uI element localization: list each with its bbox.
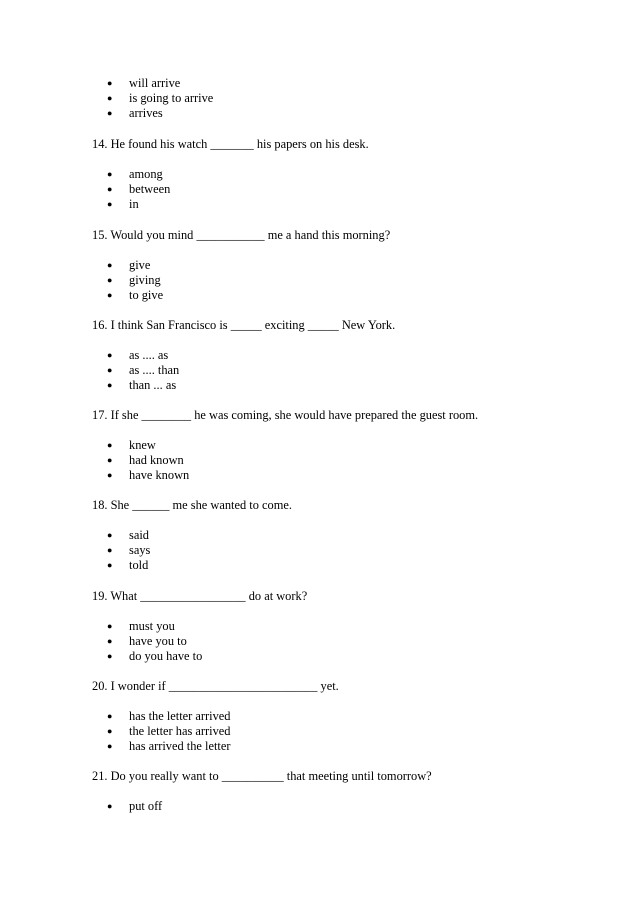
bullet-icon: ● <box>107 741 113 752</box>
bullet-icon: ● <box>107 455 113 466</box>
option-text: do you have to <box>129 649 203 664</box>
bullet-icon: ● <box>107 169 113 179</box>
question-16: 16. I think San Francisco is _____ exciting _____ New York. <box>92 318 396 332</box>
option-text: has arrived the letter <box>129 739 231 754</box>
bullet-icon: ● <box>107 365 113 376</box>
question-17: 17. If she ________ he was coming, she would have prepared the guest room. <box>92 408 479 422</box>
bullet-icon: ● <box>107 560 113 571</box>
bullet-icon: ● <box>107 636 113 647</box>
bullet-icon: ● <box>107 108 113 119</box>
option-text: giving <box>129 273 161 288</box>
option-text: have you to <box>129 634 187 649</box>
option-text: as .... as <box>129 348 169 362</box>
option-text: told <box>129 558 149 573</box>
bullet-icon: ● <box>107 440 113 450</box>
option-text: must you <box>129 619 175 633</box>
option-text: in <box>129 197 139 212</box>
option-text: has the letter arrived <box>129 709 231 723</box>
bullet-icon: ● <box>107 711 113 721</box>
option-text: give <box>129 258 151 272</box>
question-20: 20. I wonder if ________________________ yet. <box>92 679 339 693</box>
option-text: knew <box>129 438 156 452</box>
bullet-icon: ● <box>107 530 113 540</box>
bullet-icon: ● <box>107 78 113 88</box>
question-19: 19. What _________________ do at work? <box>92 589 308 603</box>
bullet-icon: ● <box>107 350 113 360</box>
bullet-icon: ● <box>107 260 113 270</box>
bullet-icon: ● <box>107 380 113 391</box>
bullet-icon: ● <box>107 470 113 481</box>
question-18: 18. She ______ me she wanted to come. <box>92 498 292 512</box>
option-text: the letter has arrived <box>129 724 231 739</box>
option-text: will arrive <box>129 76 181 90</box>
option-text: between <box>129 182 171 197</box>
bullet-icon: ● <box>107 651 113 662</box>
bullet-icon: ● <box>107 621 113 631</box>
bullet-icon: ● <box>107 545 113 556</box>
option-text: to give <box>129 288 164 303</box>
option-text: arrives <box>129 106 163 121</box>
bullet-icon: ● <box>107 275 113 286</box>
bullet-icon: ● <box>107 726 113 737</box>
question-15: 15. Would you mind ___________ me a hand this morning? <box>92 228 391 242</box>
bullet-icon: ● <box>107 199 113 210</box>
bullet-icon: ● <box>107 184 113 195</box>
bullet-icon: ● <box>107 93 113 104</box>
option-text: among <box>129 167 163 181</box>
bullet-icon: ● <box>107 290 113 301</box>
option-text: says <box>129 543 151 558</box>
question-14: 14. He found his watch _______ his papers on his desk. <box>92 137 369 151</box>
option-text: have known <box>129 468 190 483</box>
option-text: than ... as <box>129 378 177 393</box>
question-21: 21. Do you really want to __________ that meeting until tomorrow? <box>92 769 432 783</box>
option-text: had known <box>129 453 184 468</box>
bullet-icon: ● <box>107 801 113 811</box>
option-text: is going to arrive <box>129 91 214 106</box>
option-text: said <box>129 528 149 542</box>
option-text: put off <box>129 799 163 813</box>
option-text: as .... than <box>129 363 180 378</box>
